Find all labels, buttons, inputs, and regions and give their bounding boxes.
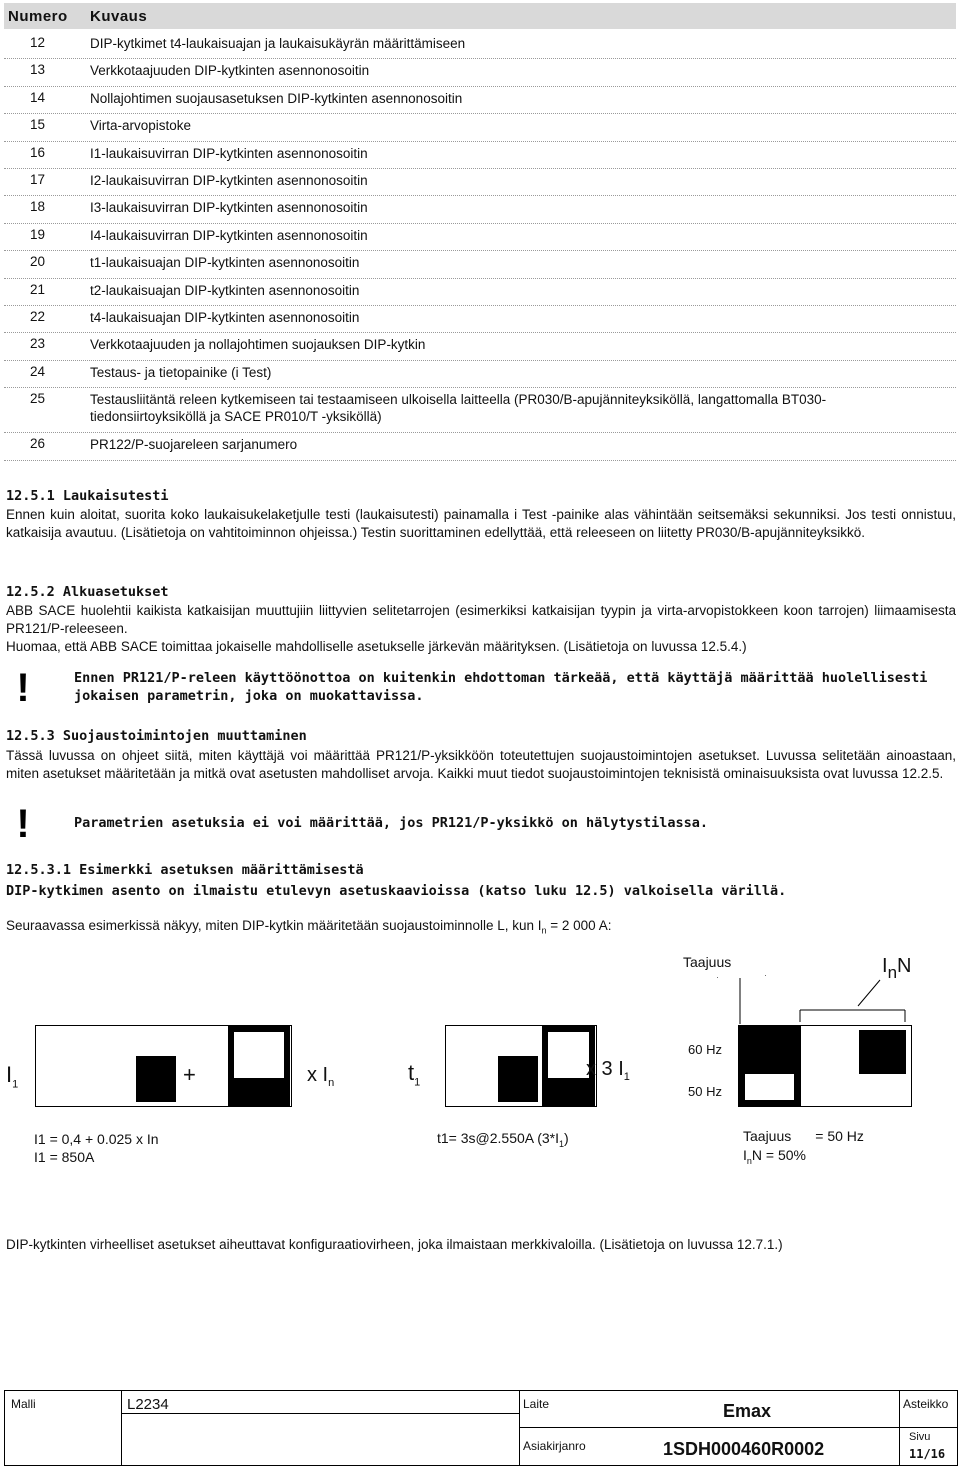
row-description: I2-laukaisuvirran DIP-kytkinten asennonosoitin [90, 173, 368, 188]
row-description: DIP-kytkimet t4-laukaisuajan ja laukaisukäyrän määrittämiseen [90, 36, 466, 51]
row-number: 12 [30, 35, 46, 50]
svg-text:!: ! [16, 804, 30, 840]
dip-switch-cell [84, 1026, 133, 1106]
row-description: t4-laukaisuajan DIP-kytkinten asennonosoitin [90, 310, 360, 325]
table-row [4, 31, 956, 59]
footnote: DIP-kytkinten virheelliset asetukset aiheuttavat konfiguraatiovirheen, joka ilmaistaan merkkivaloilla. (Lisätietoja on luvussa 12.7.1.) [6, 1237, 783, 1252]
diagram-calc-i1: I1 = 0,4 + 0.025 x In I1 = 850A [34, 1131, 159, 1165]
row-number: 14 [30, 89, 46, 105]
row-description: Verkkotaajuuden DIP-kytkinten asennonosoitin [90, 63, 370, 79]
table-row [4, 58, 956, 86]
warning-text-kayttoonotto: Ennen PR121/P-releen käyttöönottoa on kuitenkin ehdottoman tärkeää, että käyttäjä määrittää huolellisesti jokaisen parametrin, joka on muokattavissa. [74, 670, 928, 704]
table-row [4, 278, 956, 306]
warning-icon-2 [6, 804, 40, 843]
row-description: Virta-arvopistoke [90, 118, 192, 134]
diagram-plus-sign: + [183, 1062, 196, 1087]
dip-switch-cell [228, 1026, 290, 1106]
diagram-x3i1-label: x 3 $I_1$ [586, 1058, 630, 1083]
dip-switch-cell [132, 1026, 181, 1106]
row-number: 22 [30, 309, 46, 324]
row-number: 15 [30, 117, 46, 133]
table-row [4, 223, 956, 251]
section-title-laukaisutesti: 12.5.1 Laukaisutesti [6, 488, 169, 504]
footer-malli-value: L2234 [127, 1396, 169, 1413]
warning-icon [6, 668, 40, 707]
row-number: 17 [30, 172, 46, 187]
row-number: 24 [30, 363, 46, 379]
row-description: I4-laukaisuvirran DIP-kytkinten asennonosoitin [90, 227, 368, 243]
table-row [4, 360, 956, 388]
row-description: PR122/P-suojareleen sarjanumero [90, 437, 298, 453]
footer-laite-label: Laite [523, 1397, 550, 1411]
row-number: 13 [30, 62, 46, 78]
table-row [4, 432, 956, 460]
diagram-calc-t1: t1= 3s@2.550A $(3*I_1)$ [437, 1130, 569, 1149]
dip-switch-neutral [800, 1025, 912, 1107]
paragraph-suojaustoiminnot: Tässä luvussa on ohjeet siitä, miten käyttäjä voi määrittää PR121/P-yksikköön toteutettujen suojaustoimintojen asetukset. Luvussa selitetään ainoastaan, miten asetukset määritetään ja mitkä ovat asetusten mahdolliset arvoja. Kaikki muut tiedot suojaustoimintojen teknisistä ominaisuuksista ovat luvussa 12.2.5. [6, 748, 956, 781]
table-row [4, 141, 956, 169]
row-description: Testaus- ja tietopainike (i Test) [90, 364, 272, 380]
table-row [4, 168, 956, 196]
dip-switch-cell [855, 1026, 910, 1106]
diagram-connector-lines [700, 970, 910, 1030]
diagram-xin-label: x $I_n$ [307, 1064, 335, 1089]
dip-switch-i1 [35, 1025, 292, 1107]
table-row [4, 387, 956, 433]
document-footer [4, 1390, 958, 1466]
row-description: I3-laukaisuvirran DIP-kytkinten asennonosoitin [90, 200, 368, 216]
dip-switch-cell [801, 1026, 856, 1106]
section-title-esimerkki: 12.5.3.1 Esimerkki asetuksen määrittämisestä [6, 862, 364, 878]
diagram-t1-label: $t_1$ [408, 1060, 421, 1089]
header-kuvaus: Kuvaus [90, 8, 148, 25]
section-title-alkuasetukset: 12.5.2 Alkuasetukset [6, 584, 169, 600]
header-numero: Numero [8, 8, 68, 25]
row-number: 26 [30, 436, 46, 452]
dip-switch-t1 [445, 1025, 597, 1107]
diagram-50hz-label: 50 Hz [688, 1084, 722, 1099]
diagram-i1-label: $I_1$ [6, 1062, 19, 1091]
diagram-calc-frequency: Taajuus = 50 Hz $I_nN = 50\%$ [743, 1128, 864, 1166]
paragraph-alkuasetukset-1: ABB SACE huolehtii kaikista katkaisijan muuttujiin liittyvien selitetarrojen (esimerkiksi katkaisijan tyypin ja virta-arvopistokkeen koon tarrojen) liimaamisesta PR121/P-releeseen. [6, 603, 956, 636]
dip-switch-frequency [738, 1025, 802, 1107]
footer-sivu-label: Sivu [909, 1431, 931, 1443]
paragraph-alkuasetukset-2: Huomaa, että ABB SACE toimittaa jokaiselle mahdolliselle asetukselle järkevän määrityksen. (Lisätietoja on luvussa 12.5.4.) [6, 639, 747, 654]
row-description: t2-laukaisuajan DIP-kytkinten asennonosoitin [90, 282, 360, 298]
row-description: t1-laukaisuajan DIP-kytkinten asennonosoitin [90, 255, 360, 271]
footer-sivu-value: 11/16 [909, 1447, 946, 1461]
table-row [4, 250, 956, 278]
dip-switch-cell [446, 1026, 495, 1106]
table-row [4, 305, 956, 333]
row-description: Testausliitäntä releen kytkemiseen tai testaamiseen ulkoisella laitteella (PR030/B-apujänniteyksiköllä, langattomalla BT030-tiedonsiirtoyksiköllä ja SACE PR010/T -yksiköllä) [90, 392, 827, 425]
footer-asteikko-label: Asteikko [903, 1397, 949, 1411]
paragraph-esimerkki: Seuraavassa esimerkissä näkyy, miten DIP-kytkin määritetään suojaustoiminnolle L, kun $I_n = 2$ 000 A: [6, 918, 612, 936]
row-number: 23 [30, 336, 46, 352]
table-header [4, 3, 956, 29]
footer-asiakirjanro-value: 1SDH000460R0002 [663, 1439, 825, 1459]
section-subtitle-esimerkki: DIP-kytkimen asento on ilmaistu etulevyn asetuskaavioissa (katso luku 12.5) valkoisella värillä. [6, 883, 787, 899]
dip-switch-cell [494, 1026, 543, 1106]
table-row [4, 195, 956, 223]
row-number: 18 [30, 199, 46, 215]
row-description: Nollajohtimen suojausasetuksen DIP-kytkinten asennonosoitin [90, 90, 463, 106]
dip-switch-cell [36, 1026, 85, 1106]
row-number: 16 [30, 144, 46, 160]
paragraph-laukaisutesti: Ennen kuin aloitat, suorita koko laukaisukelaketjulle testi (laukaisutesti) painamalla i Test -painike alas vähintään seitsemäksi sekunniksi. Jos testi onnistuu, katkaisija avautuu. (Lisätietoja on vahtitoiminnon ohjeissa.) Testin suorittaminen edellyttää, että releeseen on liitetty PR030/B-apujänniteyksikkö. [6, 507, 956, 540]
row-description: I1-laukaisuvirran DIP-kytkinten asennonosoitin [90, 145, 368, 161]
row-number: 25 [30, 391, 46, 407]
row-number: 20 [30, 254, 46, 270]
svg-text:!: ! [16, 668, 30, 704]
diagram-in-n-label: $I_nN$ [882, 955, 912, 982]
diagram-60hz-label: 60 Hz [688, 1042, 722, 1057]
row-description: Verkkotaajuuden ja nollajohtimen suojauksen DIP-kytkin [90, 337, 426, 353]
diagram-taajuus-label: Taajuus [683, 954, 732, 970]
table-row [4, 113, 956, 141]
table-row [4, 332, 956, 360]
warning-text-halytystila: Parametrien asetuksia ei voi määrittää, jos PR121/P-yksikkö on hälytystilassa. [74, 815, 708, 831]
section-title-suojaustoiminnot: 12.5.3 Suojaustoimintojen muuttaminen [6, 728, 307, 744]
footer-malli-label: Malli [11, 1397, 36, 1411]
row-number: 21 [30, 281, 46, 297]
table-row [4, 86, 956, 114]
row-number: 19 [30, 226, 46, 242]
footer-laite-value: Emax [723, 1401, 772, 1421]
footer-asiakirjanro-label: Asiakirjanro [523, 1439, 586, 1453]
